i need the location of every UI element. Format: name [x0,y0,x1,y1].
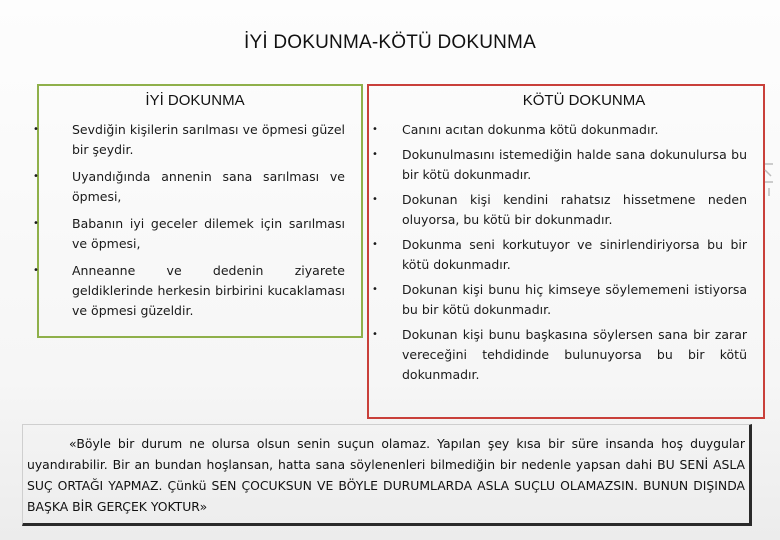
bad-touch-box [367,84,765,419]
bad-touch-item-text: Dokunma seni korkutuyor ve sinirlendiriyorsa bu bir kötü dokunmadır. [402,237,747,272]
bad-touch-item-text: Dokunulmasını istemediğin halde sana dokunulursa bu bir kötü dokunmadır. [402,147,747,182]
good-touch-item [33,120,351,160]
good-touch-item-text: Sevdiğin kişilerin sarılması ve öpmesi güzel bir şeydir. [72,122,345,157]
bullet-icon: • [372,329,378,340]
bullet-icon: • [372,124,378,135]
bad-touch-list [369,120,757,390]
bad-touch-item [369,120,757,140]
bullet-icon: • [33,218,39,229]
bad-touch-item-text: Dokunan kişi bunu hiç kimseye söylememeni istiyorsa bu bir kötü dokunmadır. [402,282,747,317]
good-touch-heading: İYİ DOKUNMA [145,92,245,109]
good-touch-box [33,84,363,338]
bad-touch-item-text: Dokunan kişi kendini rahatsız hissetmene neden oluyorsa, bu kötü bir dokunmadır. [402,192,747,227]
bullet-icon: • [33,124,39,135]
bullet-icon: • [33,171,39,182]
good-touch-item [33,214,351,254]
good-touch-item [33,261,351,321]
page-title: İYİ DOKUNMA-KÖTÜ DOKUNMA [244,32,536,53]
bullet-icon: • [372,239,378,250]
faint-decoration-icon [762,160,776,200]
bullet-icon: • [372,284,378,295]
good-touch-item [33,167,351,207]
bad-touch-heading: KÖTÜ DOKUNMA [522,92,646,109]
bad-touch-item-text: Canını acıtan dokunma kötü dokunmadır. [402,122,659,137]
quote-text: «Böyle bir durum ne olursa olsun senin suçun olamaz. Yapılan şey kısa bir süre insanda hoş duygular uyandırabilir. Bir an bundan hoşlansan, hatta sana söylenenleri bilmediğin bir nedenle yapsan dahi BU SENİ ASLA SUÇ ORTAĞI YAPMAZ. Çünkü SEN ÇOCUKSUN VE BÖYLE DURUMLARDA ASLA SUÇLU OLAMAZSIN. BUNUN DIŞINDA BAŞKA BİR GERÇEK YOKTUR» [27,436,745,514]
bullet-icon: • [372,149,378,160]
bad-touch-item [369,280,757,320]
bad-touch-item [369,190,757,230]
good-touch-item-text: Uyandığında annenin sana sarılması ve öpmesi, [72,169,345,204]
bad-touch-item [369,325,757,385]
bullet-icon: • [372,194,378,205]
bad-touch-item-text: Dokunan kişi bunu başkasına söylersen sana bir zarar vereceğini tehdidinde bulunuyorsa bu bir kötü dokunmadır. [402,327,747,382]
good-touch-item-text: Anneanne ve dedenin ziyarete geldiklerinde herkesin birbirini kucaklaması ve öpmesi güzeldir. [72,263,345,318]
good-touch-item-text: Babanın iyi geceler dilemek için sarılması ve öpmesi, [72,216,345,251]
quote-box [22,424,752,526]
bad-touch-item [369,235,757,275]
good-touch-list [33,120,351,328]
bullet-icon: • [33,265,39,276]
bad-touch-item [369,145,757,185]
